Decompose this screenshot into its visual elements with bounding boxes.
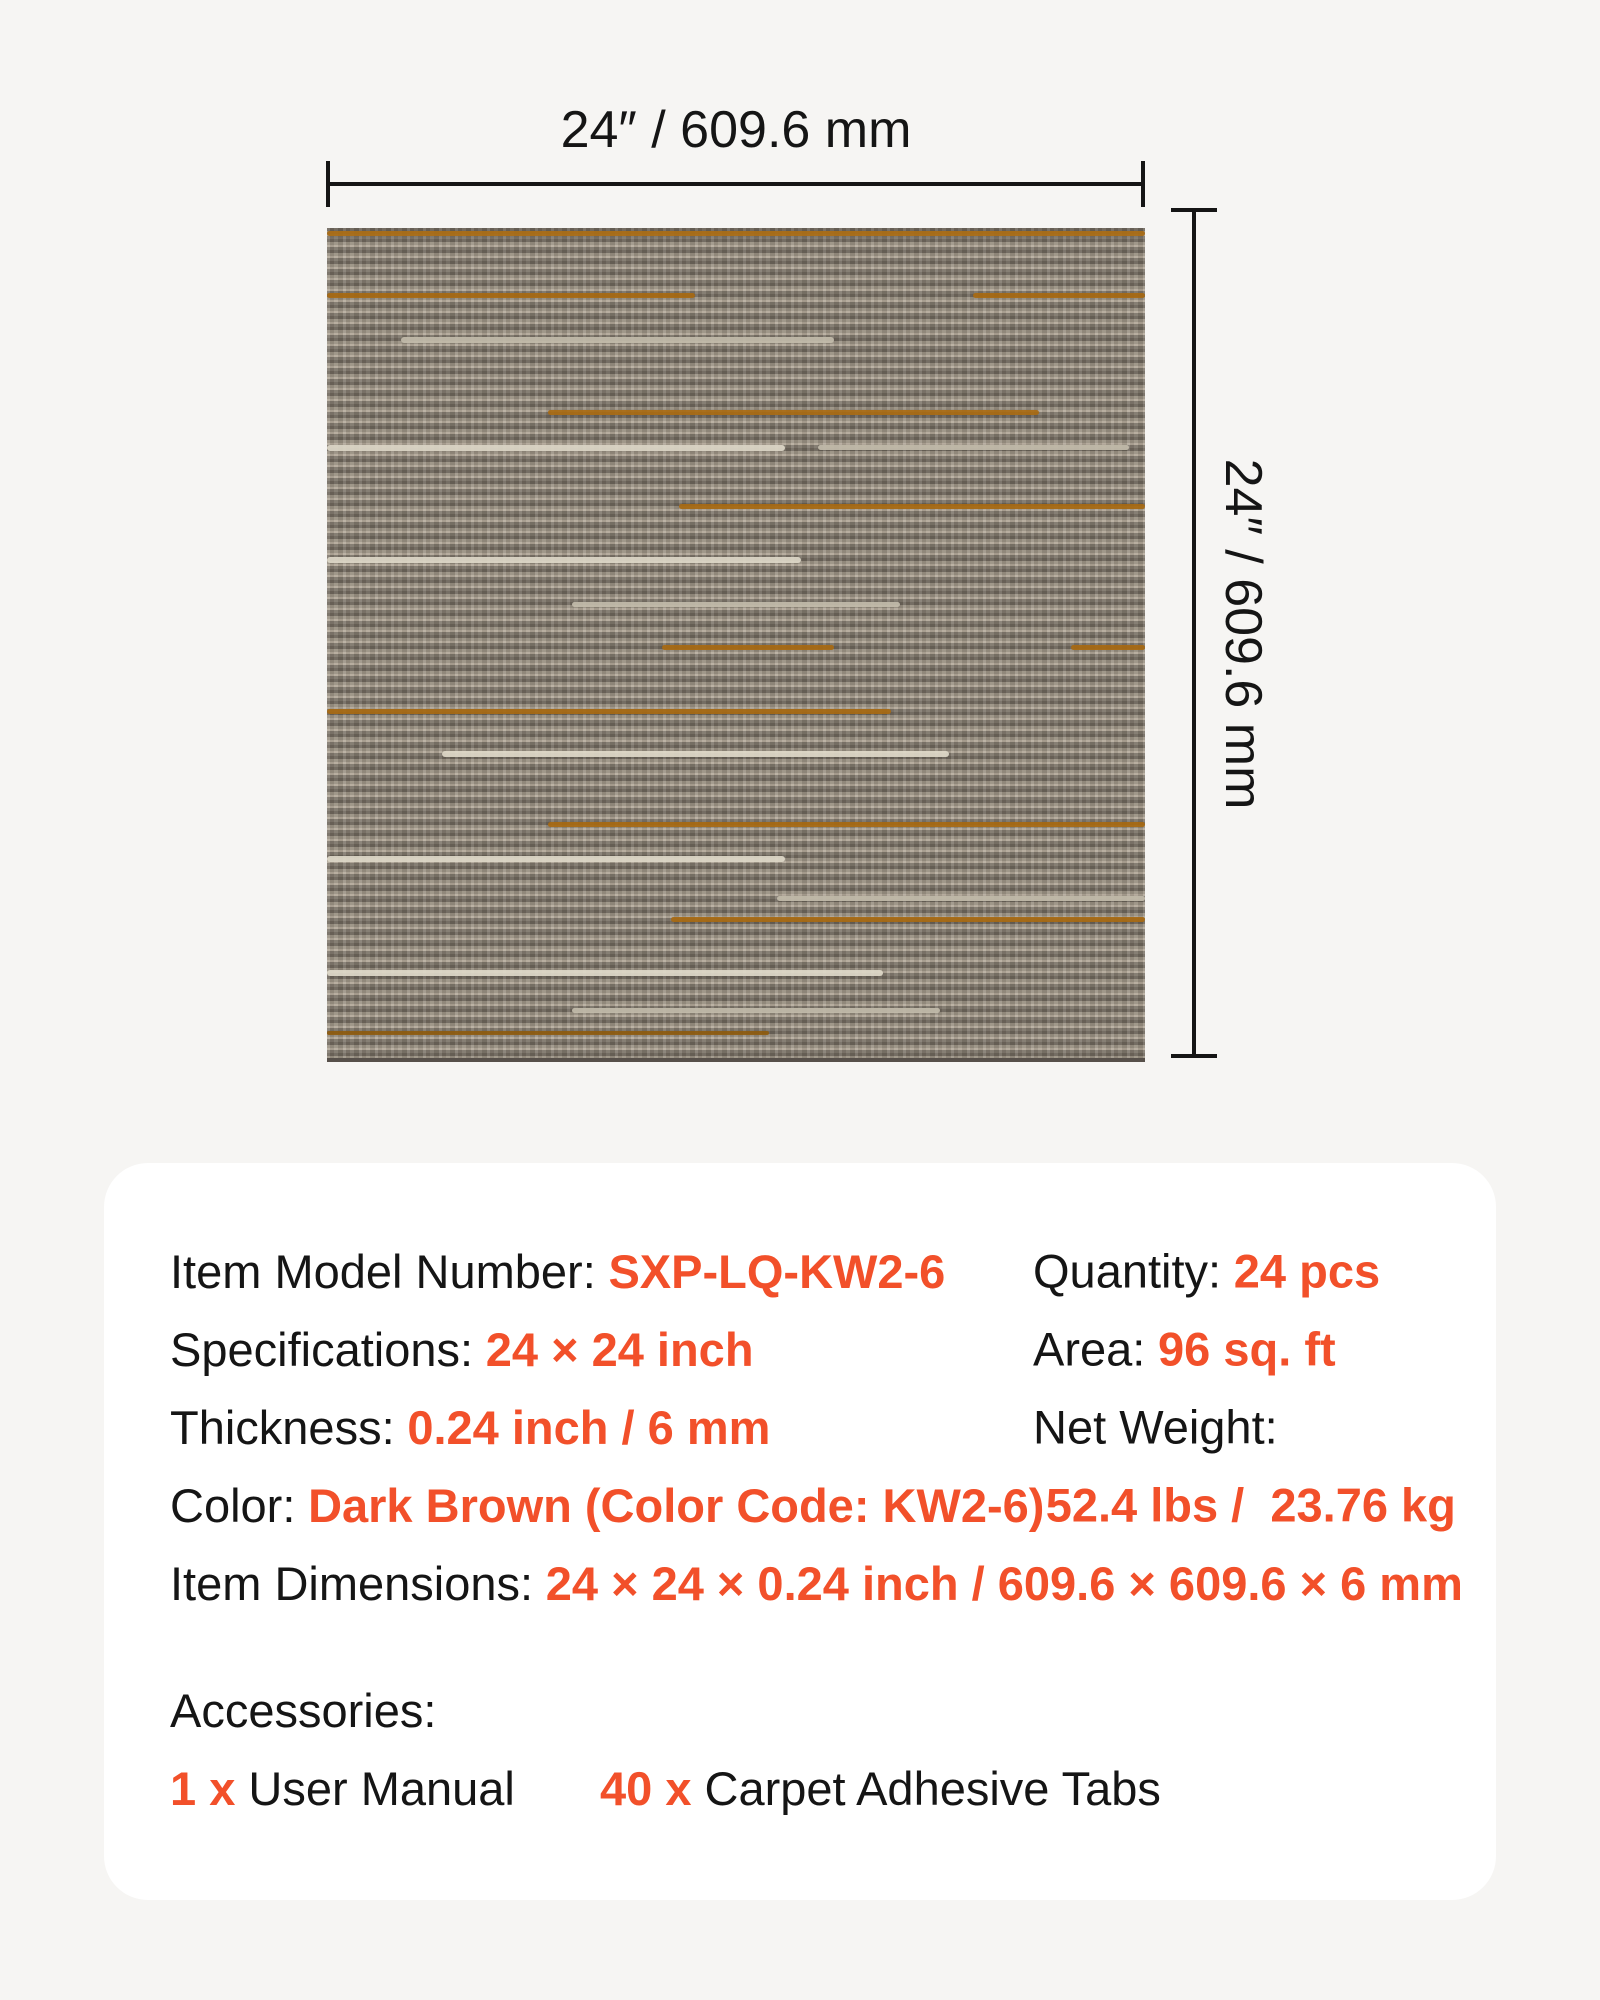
carpet-stripe [401, 337, 835, 343]
specifications-value: 24 × 24 inch [485, 1322, 754, 1376]
carpet-stripe [572, 602, 899, 607]
spec-row-item-dimensions [170, 1544, 1463, 1622]
carpet-stripe [327, 856, 785, 862]
height-dimension-tick-top [1171, 208, 1217, 212]
spec-row-thickness-netweight [170, 1388, 1456, 1466]
carpet-stripe [671, 917, 1145, 922]
thickness-label: Thickness: [170, 1400, 395, 1454]
width-dimension-tick-left [326, 161, 330, 207]
carpet-stripe [777, 896, 1145, 901]
carpet-stripe [327, 709, 891, 714]
accessories-title: Accessories: [170, 1683, 437, 1737]
carpet-stripe [1071, 645, 1145, 650]
carpet-stripe [548, 410, 1039, 415]
carpet-stripes [327, 228, 1145, 1058]
thickness-value: 0.24 inch / 6 mm [407, 1400, 771, 1454]
specifications-label: Specifications: [170, 1322, 474, 1376]
accessories-title-row [170, 1671, 1456, 1749]
accessories-row [170, 1749, 1456, 1827]
spec-card [104, 1163, 1496, 1900]
spec-row-color-weightvalue [170, 1466, 1456, 1544]
quantity-field [1033, 1244, 1380, 1299]
spec-row-model-quantity [170, 1232, 1456, 1310]
quantity-label: Quantity: [1033, 1244, 1222, 1298]
accessory-user-manual [170, 1761, 600, 1816]
carpet-stripe [327, 445, 785, 451]
color-label: Color: [170, 1478, 296, 1532]
carpet-stripe [679, 504, 1145, 509]
accessory-adhesive-tabs [600, 1761, 1161, 1816]
carpet-stripe [327, 557, 801, 563]
net-weight-field [1033, 1400, 1290, 1455]
carpet-stripe [442, 751, 949, 757]
item-dimensions-label: Item Dimensions: [170, 1556, 534, 1610]
accessory-1-qty: 1 x [170, 1761, 236, 1815]
area-label: Area: [1033, 1322, 1146, 1376]
quantity-value: 24 pcs [1233, 1244, 1381, 1298]
carpet-stripe [327, 1031, 769, 1035]
width-dimension-tick-right [1141, 161, 1145, 207]
carpet-stripe [973, 293, 1145, 298]
net-weight-label: Net Weight: [1033, 1400, 1278, 1454]
carpet-stripe [548, 822, 1145, 827]
carpet-stripe [818, 445, 1129, 450]
width-dimension-line [328, 182, 1144, 186]
spec-row-specifications-area [170, 1310, 1456, 1388]
carpet-stripe [572, 1008, 940, 1013]
carpet-stripe [327, 970, 883, 976]
area-field [1033, 1322, 1336, 1377]
accessory-2-name: Carpet Adhesive Tabs [704, 1761, 1161, 1815]
color-value: Dark Brown (Color Code: KW2-6) [308, 1478, 1045, 1532]
carpet-image [327, 228, 1145, 1062]
height-dimension-tick-bottom [1171, 1054, 1217, 1058]
carpet-stripe [662, 645, 834, 650]
accessory-1-name: User Manual [248, 1761, 515, 1815]
height-dimension-label: 24″ / 609.6 mm [1214, 458, 1272, 810]
width-dimension-label: 24″ / 609.6 mm [560, 101, 912, 159]
item-dimensions-value: 24 × 24 × 0.24 inch / 609.6 × 609.6 × 6 mm [545, 1556, 1463, 1610]
carpet-stripe [327, 231, 1145, 236]
height-dimension-line [1192, 210, 1196, 1058]
model-value: SXP-LQ-KW2-6 [608, 1244, 946, 1298]
model-label: Item Model Number: [170, 1244, 596, 1298]
area-value: 96 sq. ft [1158, 1322, 1336, 1376]
accessory-2-qty: 40 x [600, 1761, 692, 1815]
net-weight-value-field [1033, 1478, 1456, 1533]
net-weight-value: 52.4 lbs / 23.76 kg [1045, 1478, 1456, 1532]
carpet-stripe [327, 293, 695, 298]
